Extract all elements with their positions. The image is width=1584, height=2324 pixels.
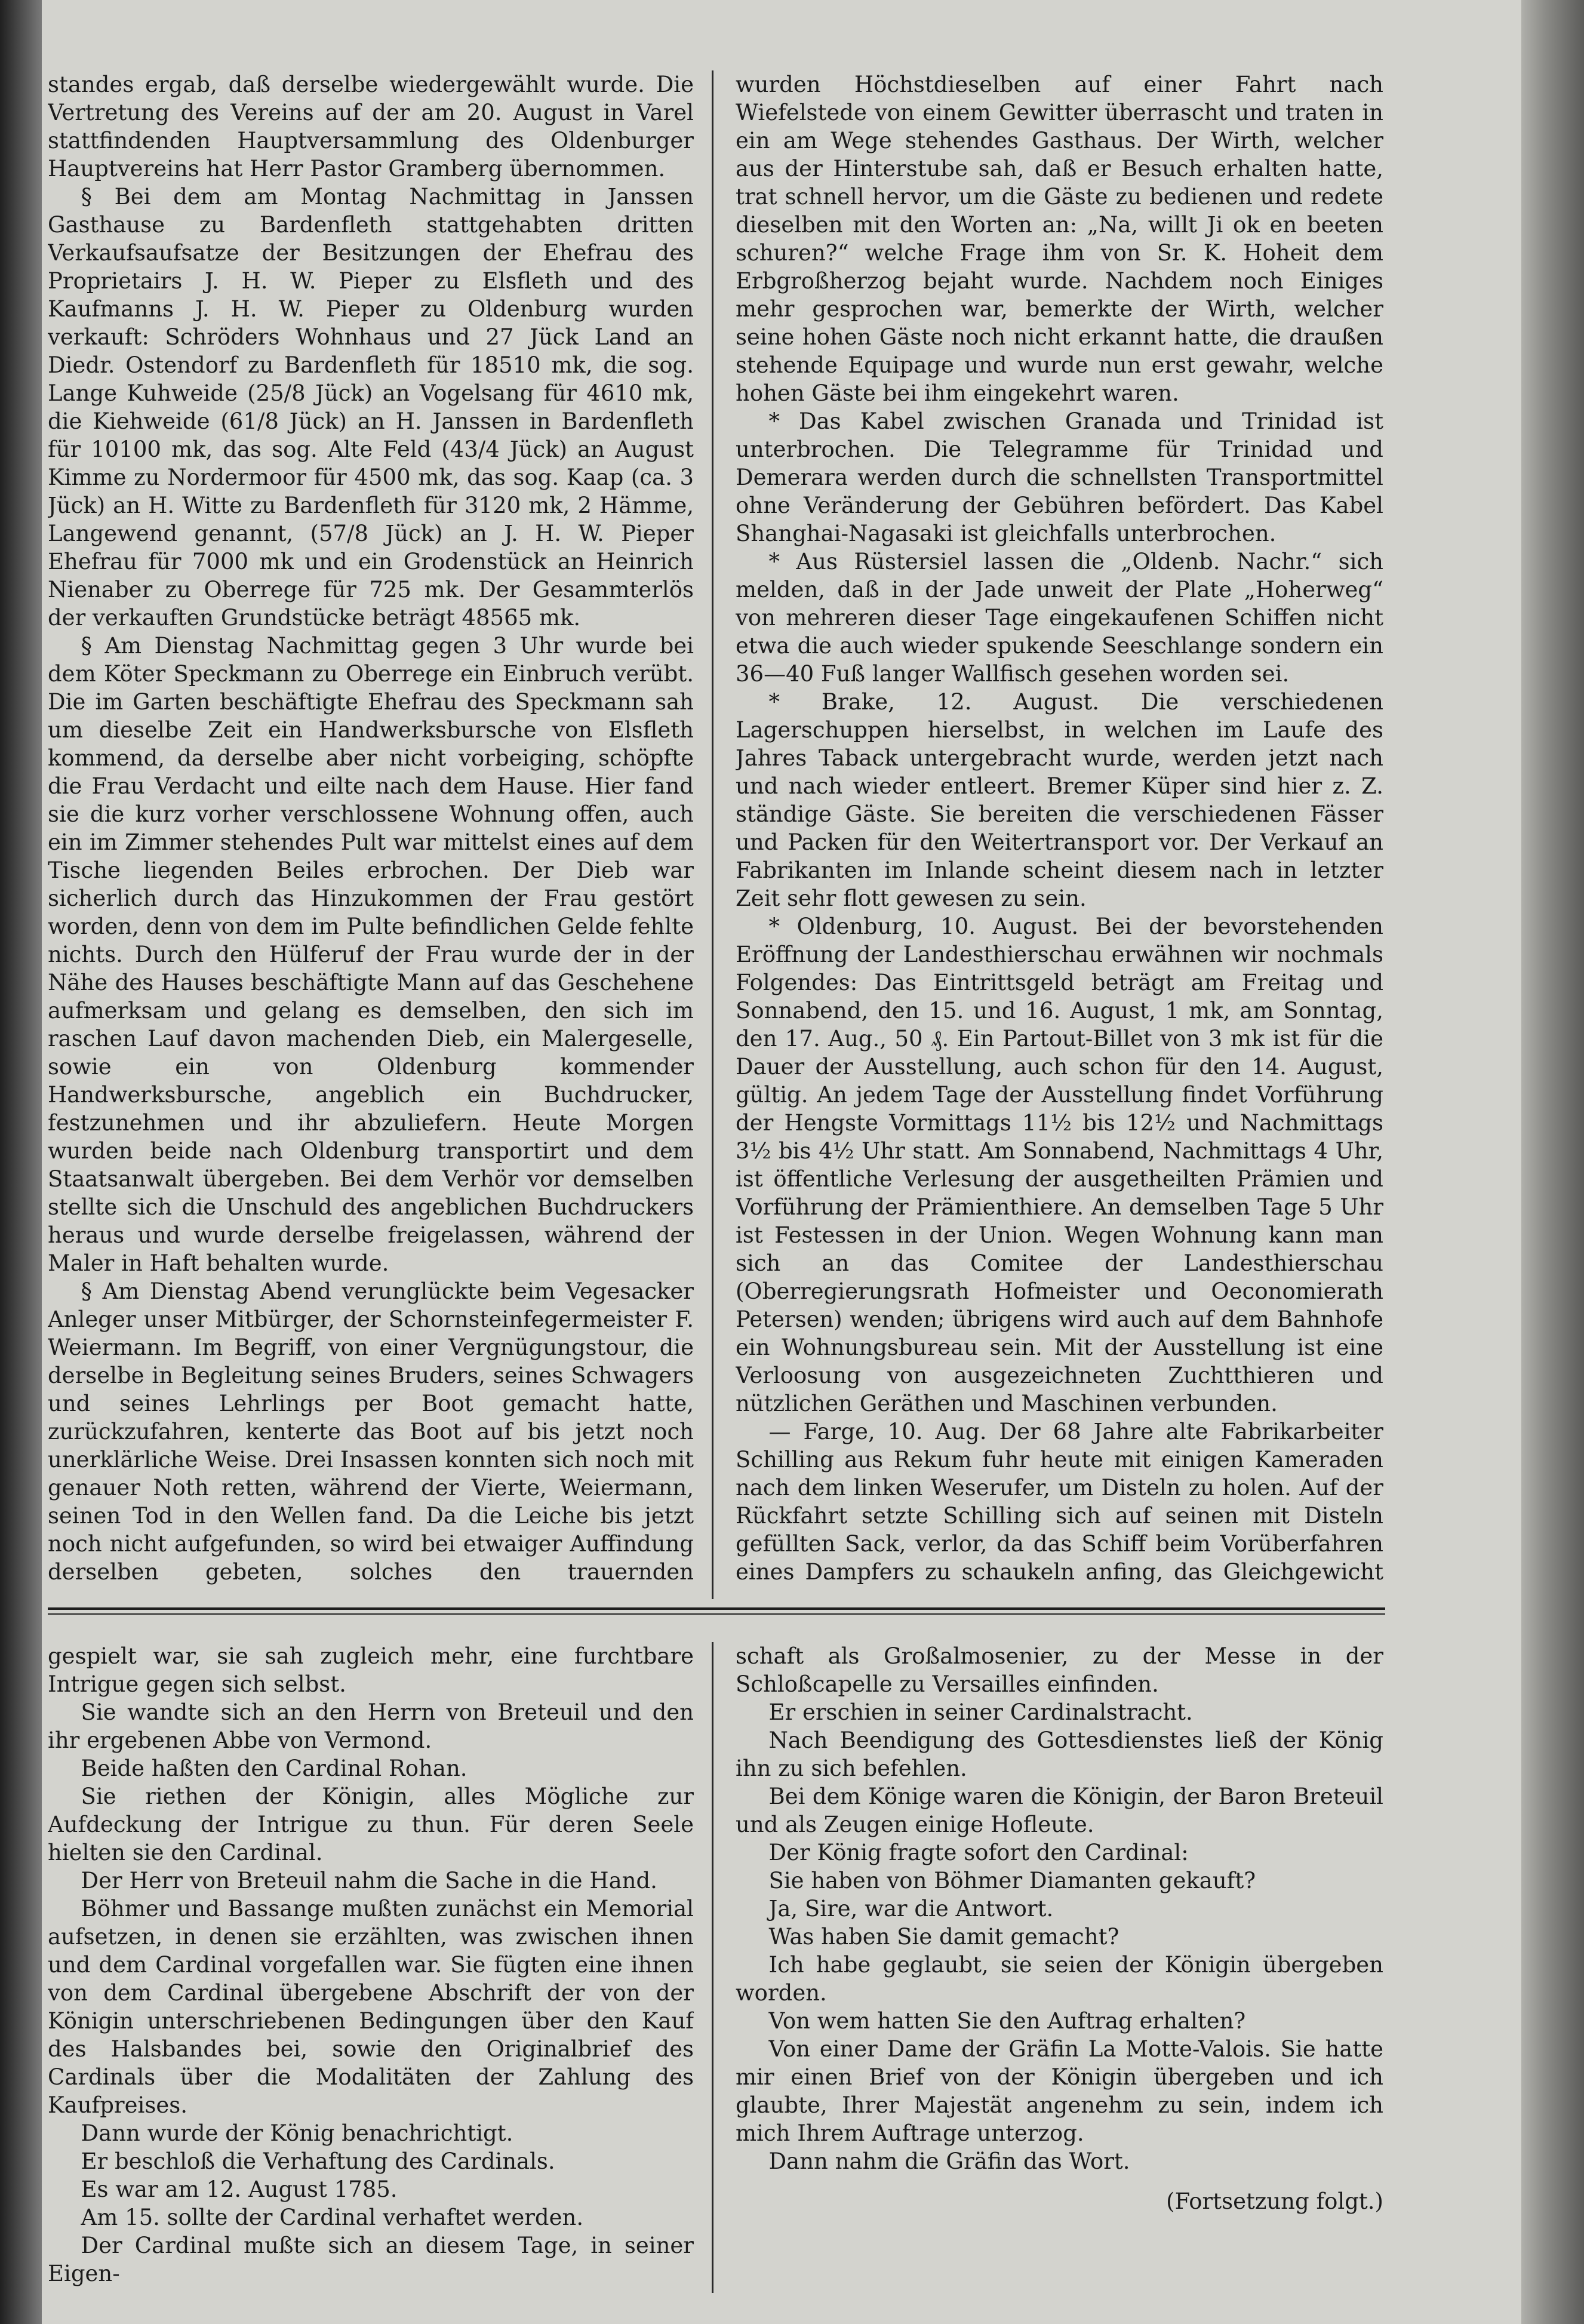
story-paragraph: Was haben Sie damit gemacht? xyxy=(768,1924,1119,1950)
story-paragraph: Sie wandte sich an den Herrn von Breteuil und den ihr ergebenen Abbe von Vermond. xyxy=(48,1699,694,1753)
story-paragraph: Nach Beendigung des Gottesdienstes ließ der König ihn zu sich befehlen. xyxy=(736,1727,1383,1781)
article-paragraph: § Am Dienstag Nachmittag gegen 3 Uhr wurde bei dem Köter Speckmann zu Oberrege ein Einbruch verübt. Die im Garten beschäftigte Ehefrau des Speckmann sah um dieselbe Zeit ein Handwerksbursche von Elsfleth kommend, da derselbe aber nicht vorbeiging, schöpfte die Frau Verdacht und eilte nach dem Hause. Hier fand sie die kurz vorher verschlossene Wohnung offen, auch ein im Zimmer stehendes Pult war mittelst eines auf dem Tische liegenden Beiles erbrochen. Der Dieb war sicherlich durch das Hinzukommen der Frau gestört worden, denn von dem im Pulte befindlichen Gelde fehlte nichts. Durch den Hülferuf der Frau wurde der in der Nähe des Hauses beschäftigte Mann auf das Geschehene aufmerksam und gelang es demselben, den sich im raschen Lauf davon machenden Dieb, ein Malergeselle, sowie ein von Oldenburg kommender Handwerksbursche, angeblich ein Buchdrucker, festzunehmen und ihr abzuliefern. Heute Morgen wurden beide nach Oldenburg transportirt und dem Staatsanwalt übergeben. Bei dem Verhör vor demselben stellte sich die Unschuld des angeblichen Buchdruckers heraus und wurde derselbe freigelassen, während der Maler in Haft behalten wurde. xyxy=(48,633,694,1276)
page-edge xyxy=(1521,0,1584,2324)
story-paragraph: Bei dem Könige waren die Königin, der Baron Breteuil und als Zeugen einige Hofleute. xyxy=(736,1784,1383,1837)
feuilleton-column-left xyxy=(48,1642,694,2305)
column-divider-top xyxy=(712,70,713,1599)
article-paragraph: § Am Dienstag Abend verunglückte beim Vegesacker Anleger unser Mitbürger, der Schornsteinfegermeister F. Weiermann. Im Begriff, von einer Vergnügungstour, die derselbe in Begleitung seines Bruders, seines Schwagers und seines Lehrlings per Boot gemacht hatte, zurückzufahren, kenterte das Boot auf bis jetzt noch unerklärliche Weise. Drei Insassen konnten sich noch mit genauer Noth retten, während der Vierte, Weiermann, seinen Tod in den Wellen fand. Da die Leiche bis jetzt noch nicht aufgefunden, so wird bei etwaiger Auffindung derselben gebeten, solches den trauernden xyxy=(48,1278,694,1585)
story-paragraph: Ja, Sire, war die Antwort. xyxy=(768,1896,1054,1922)
feuilleton-separator-rule-thin xyxy=(48,1613,1385,1615)
story-paragraph: Der König fragte sofort den Cardinal: xyxy=(768,1840,1189,1865)
article-paragraph: * Aus Rüstersiel lassen die „Oldenb. Nachr.“ sich melden, daß in der Jade unweit der Plate „Hoherweg“ von mehreren dieser Tage eingekaufenen Schiffen nicht etwa die auch wieder spukende Seeschlange sondern ein 36—40 Fuß langer Wallfisch gesehen worden sei. xyxy=(736,549,1383,687)
article-paragraph: * Das Kabel zwischen Granada und Trinidad ist unterbrochen. Die Telegramme für Trinidad und Demerara werden durch die schnellsten Transportmittel ohne Veränderung der Gebühren befördert. Das Kabel Shanghai-Nagasaki ist gleichfalls unterbrochen. xyxy=(736,408,1383,546)
story-paragraph: Es war am 12. August 1785. xyxy=(81,2177,398,2202)
article-paragraph: — Farge, 10. Aug. Der 68 Jahre alte Fabrikarbeiter Schilling aus Rekum fuhr heute mit einigen Kameraden nach dem linken Weserufer, um Disteln zu holen. Auf der Rückfahrt setzte Schilling sich auf seinen mit Disteln gefüllten Sack, verlor, da das Schiff beim Vorüberfahren eines Dampfers zu schaukeln anfing, das Gleichgewicht xyxy=(736,1419,1383,1585)
story-paragraph: Dann nahm die Gräfin das Wort. xyxy=(768,2148,1130,2174)
story-paragraph: Sie haben von Böhmer Diamanten gekauft? xyxy=(768,1868,1256,1893)
story-paragraph: Von einer Dame der Gräfin La Motte-Valois. Sie hatte mir einen Brief von der Königin übergeben und ich glaubte, Ihrer Majestät angenehm zu sein, indem ich mich Ihrem Auftrage unterzog. xyxy=(736,2036,1383,2146)
story-paragraph: Beide haßten den Cardinal Rohan. xyxy=(81,1756,467,1781)
feuilleton-separator-rule xyxy=(48,1607,1385,1610)
story-paragraph: Dann wurde der König benachrichtigt. xyxy=(81,2120,513,2146)
book-spine-shadow xyxy=(0,0,42,2324)
feuilleton-column-right xyxy=(736,1642,1383,2305)
article-paragraph: * Brake, 12. August. Die verschiedenen Lagerschuppen hierselbst, in welchen im Laufe des Jahres Taback untergebracht wurde, werden jetzt nach und nach wieder entleert. Bremer Küper sind hier z. Z. ständige Gäste. Sie bereiten die verschiedenen Fässer und Packen für den Weitertransport vor. Der Verkauf an Fabrikanten im Inlande scheint diesem nach in letzter Zeit sehr flott gewesen zu sein. xyxy=(736,689,1383,911)
story-paragraph: Ich habe geglaubt, sie seien der Königin übergeben worden. xyxy=(736,1952,1383,2006)
continuation-note: (Fortsetzung folgt.) xyxy=(1166,2188,1383,2214)
story-paragraph: Er erschien in seiner Cardinalstracht. xyxy=(768,1699,1193,1725)
article-paragraph: standes ergab, daß derselbe wiedergewählt wurde. Die Vertretung des Vereins auf der am 20. August in Varel stattfindenden Hauptversammlung des Oldenburger Hauptvereins hat Herr Pastor Gramberg übernommen. xyxy=(48,72,694,182)
article-paragraph: * Oldenburg, 10. August. Bei der bevorstehenden Eröffnung der Landesthierschau erwähnen wir nochmals Folgendes: Das Eintrittsgeld beträgt am Freitag und Sonnabend, den 15. und 16. August, 1 mk, am Sonntag, den 17. Aug., 50 ₰. Ein Partout-Billet von 3 mk ist für die Dauer der Ausstellung, auch schon für den 14. August, gültig. An jedem Tage der Ausstellung findet Vorführung der Hengste Vormittags 11½ bis 12½ und Nachmittags 3½ bis 4½ Uhr statt. Am Sonnabend, Nachmittags 4 Uhr, ist öffentliche Verlesung der ausgetheilten Prämien und Vorführung der Prämienthiere. An demselben Tage 5 Uhr ist Festessen in der Union. Wegen Wohnung kann man sich an das Comitee der Landesthierschau (Oberregierungsrath Hofmeister und Oeconomierath Petersen) wenden; übrigens wird auch auf dem Bahnhofe ein Wohnungsbureau sein. Mit der Ausstellung ist eine Verloosung von ausgezeichneten Zuchtthieren und nützlichen Geräthen und Maschinen verbunden. xyxy=(736,914,1383,1416)
story-paragraph: Böhmer und Bassange mußten zunächst ein Memorial aufsetzen, in denen sie erzählten, was zwischen ihnen und dem Cardinal vorgefallen war. Sie fügten eine ihnen von dem Cardinal übergebene Abschrift der von der Königin unterschriebenen Bedingungen über den Kauf des Halsbandes bei, sowie den Originalbrief des Cardinals über die Modalitäten der Zahlung des Kaufpreises. xyxy=(48,1896,694,2118)
story-paragraph: schaft als Großalmosenier, zu der Messe in der Schloßcapelle zu Versailles einfinden. xyxy=(736,1643,1383,1697)
article-paragraph: wurden Höchstdieselben auf einer Fahrt nach Wiefelstede von einem Gewitter überrascht und traten in ein am Wege stehendes Gasthaus. Der Wirth, welcher aus der Hinterstube sah, daß er Besuch erhalten hatte, trat schnell hervor, um die Gäste zu bedienen und redete dieselben mit den Worten an: „Na, willt Ji ok en beeten schuren?“ welche Frage ihm von Sr. K. Hoheit dem Erbgroßherzog bejaht wurde. Nachdem noch Einiges mehr gesprochen war, bemerkte der Wirth, welcher seine hohen Gäste noch nicht erkannt hatte, die draußen stehende Equipage und wurde nun erst gewahr, welche hohen Gäste bei ihm eingekehrt waren. xyxy=(736,72,1383,406)
column-divider-bottom xyxy=(712,1642,713,2293)
news-column-left xyxy=(48,70,694,1587)
story-paragraph: Der Cardinal mußte sich an diesem Tage, in seiner Eigen- xyxy=(48,2233,694,2286)
story-paragraph: Am 15. sollte der Cardinal verhaftet werden. xyxy=(81,2205,584,2230)
story-paragraph: Von wem hatten Sie den Auftrag erhalten? xyxy=(768,2008,1246,2034)
article-paragraph: § Bei dem am Montag Nachmittag in Janssen Gasthause zu Bardenfleth stattgehabten dritten Verkaufsaufsatze der Besitzungen der Ehefrau des Proprietairs J. H. W. Pieper zu Elsfleth und des Kaufmanns J. H. W. Pieper zu Oldenburg wurden verkauft: Schröders Wohnhaus und 27 Jück Land an Diedr. Ostendorf zu Bardenfleth für 18510 mk, die sog. Lange Kuhweide (25/8 Jück) an Vogelsang für 4610 mk, die Kiehweide (61/8 Jück) an H. Janssen in Bardenfleth für 10100 mk, das sog. Alte Feld (43/4 Jück) an August Kimme zu Nordermoor für 4500 mk, das sog. Kaap (ca. 3 Jück) an H. Witte zu Bardenfleth für 3120 mk, 2 Hämme, Langewend genannt, (57/8 Jück) an J. H. W. Pieper Ehefrau für 7000 mk und ein Grodenstück an Heinrich Nienaber zu Oberrege für 725 mk. Der Gesammterlös der verkauften Grundstücke beträgt 48565 mk. xyxy=(48,184,694,631)
story-paragraph: Er beschloß die Verhaftung des Cardinals. xyxy=(81,2148,555,2174)
story-paragraph: Sie riethen der Königin, alles Mögliche zur Aufdeckung der Intrigue zu thun. Für deren Seele hielten sie den Cardinal. xyxy=(48,1784,694,1865)
story-paragraph: gespielt war, sie sah zugleich mehr, eine furchtbare Intrigue gegen sich selbst. xyxy=(48,1643,694,1697)
news-column-right xyxy=(736,70,1383,1587)
story-paragraph: Der Herr von Breteuil nahm die Sache in die Hand. xyxy=(81,1868,657,1893)
